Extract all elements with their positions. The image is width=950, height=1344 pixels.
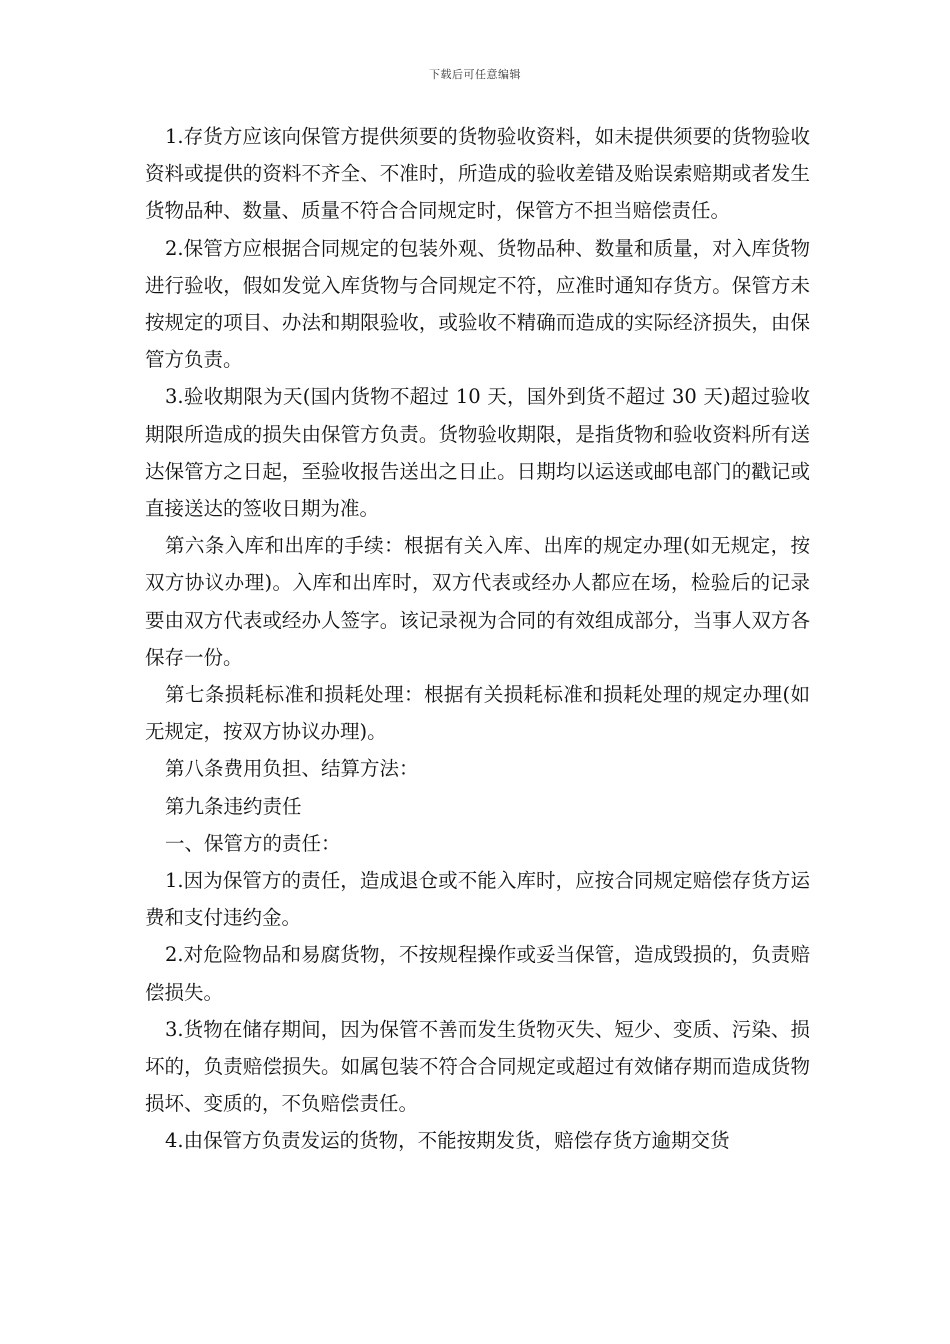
paragraph-item-2-inspection: 2.保管方应根据合同规定的包装外观、货物品种、数量和质量，对入库货物进行验收，假如发觉入库货物与合同规定不符，应准时通知存货方。保管方未按规定的项目、办法和期限验收，或验收不精确而造成的实际经济损失，由保管方负责。 (145, 236, 810, 372)
paragraph-item-1-material: 1.存货方应该向保管方提供须要的货物验收资料，如未提供须要的货物验收资料或提供的资料不齐全、不准时，所造成的验收差错及贻误索赔期或者发生货物品种、数量、质量不符合合同规定时，保管方不担当赔偿责任。 (145, 125, 810, 223)
paragraph-article-6: 第六条入库和出库的手续：根据有关入库、出库的规定办理(如无规定，按双方协议办理)。入库和出库时，双方代表或经办人都应在场，检验后的记录要由双方代表或经办人签字。该记录视为合同的有效组成部分，当事人双方各保存一份。 (145, 534, 810, 669)
paragraph-duty-4: 4.由保管方负责发运的货物，不能按期发货，赔偿存货方逾期交货 (165, 1129, 730, 1153)
paragraph-item-3-inspection-period: 3.验收期限为天(国内货物不超过 10 天，国外到货不超过 30 天)超过验收期限所造成的损失由保管方负责。货物验收期限，是指货物和验收资料所有送达保管方之日起，至验收报告送出之日止。日期均以运送或邮电部门的戳记或直接送达的签收日期为准。 (145, 385, 810, 521)
paragraph-custodian-duties: 一、保管方的责任： (165, 831, 341, 855)
paragraph-duty-2: 2.对危险物品和易腐货物，不按规程操作或妥当保管，造成毁损的，负责赔偿损失。 (145, 943, 810, 1004)
paragraph-duty-3: 3.货物在储存期间，因为保管不善而发生货物灭失、短少、变质、污染、损坏的，负责赔偿损失。如属包装不符合合同规定或超过有效储存期而造成货物损坏、变质的，不负赔偿责任。 (145, 1017, 810, 1116)
paragraph-article-9: 第九条违约责任 (165, 794, 302, 818)
paragraph-duty-1: 1.因为保管方的责任，造成退仓或不能入库时，应按合同规定赔偿存货方运费和支付违约金。 (145, 869, 810, 930)
paragraph-article-7: 第七条损耗标准和损耗处理：根据有关损耗标准和损耗处理的规定办理(如无规定，按双方协议办理)。 (145, 683, 810, 744)
document-body (145, 118, 810, 1160)
page-header: 下载后可任意编辑 (429, 68, 521, 81)
paragraph-article-8: 第八条费用负担、结算方法： (165, 757, 419, 781)
